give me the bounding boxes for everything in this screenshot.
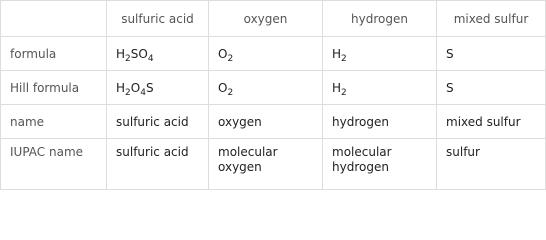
- iupac-name-cell-oxygen: molecular oxygen: [209, 139, 323, 190]
- formula-cell-mixed-sulfur: [437, 37, 546, 71]
- formula-text: S: [145, 80, 154, 95]
- formula-text: H: [332, 80, 342, 95]
- formula-subscript: 2: [227, 53, 234, 64]
- iupac-name-cell-mixed-sulfur: sulfur: [437, 139, 546, 190]
- formula-cell-oxygen: [209, 37, 323, 71]
- formula-text: SO: [130, 46, 148, 61]
- hill-formula-cell-oxygen: [209, 71, 323, 105]
- column-header-sulfuric-acid: sulfuric acid: [107, 1, 209, 37]
- formula-text: O: [130, 80, 141, 95]
- row-label-formula: formula: [1, 37, 107, 71]
- column-header-hydrogen: hydrogen: [323, 1, 437, 37]
- formula-text: S: [446, 46, 454, 61]
- formula-subscript: 2: [227, 87, 234, 98]
- column-header-oxygen: oxygen: [209, 1, 323, 37]
- row-label-hill-formula: Hill formula: [1, 71, 107, 105]
- iupac-name-cell-sulfuric-acid: sulfuric acid: [107, 139, 209, 190]
- iupac-name-cell-hydrogen: molecular hydrogen: [323, 139, 437, 190]
- hill-formula-cell-hydrogen: [323, 71, 437, 105]
- row-label-name: name: [1, 105, 107, 139]
- formula-subscript: 2: [125, 53, 131, 64]
- formula-cell-hydrogen: [323, 37, 437, 71]
- hill-formula-cell-mixed-sulfur: [437, 71, 546, 105]
- name-cell-mixed-sulfur: mixed sulfur: [437, 105, 546, 139]
- row-hill-formula: [1, 71, 546, 105]
- header-corner-cell: [1, 1, 107, 37]
- hill-formula-cell-sulfuric-acid: [107, 71, 209, 105]
- formula-text: O: [218, 80, 228, 95]
- row-formula: [1, 37, 546, 71]
- header-row: [1, 1, 546, 37]
- formula-subscript: 4: [147, 53, 154, 64]
- formula-text: S: [446, 80, 454, 95]
- column-header-mixed-sulfur: mixed sulfur: [437, 1, 546, 37]
- formula-text: H: [116, 46, 126, 61]
- formula-subscript: 4: [140, 87, 146, 98]
- formula-cell-sulfuric-acid: [107, 37, 209, 71]
- row-iupac-name: [1, 139, 546, 190]
- formula-text: H: [116, 80, 126, 95]
- formula-text: H: [332, 46, 342, 61]
- formula-subscript: 2: [125, 87, 131, 98]
- formula-text: O: [218, 46, 228, 61]
- name-cell-sulfuric-acid: sulfuric acid: [107, 105, 209, 139]
- formula-subscript: 2: [341, 87, 347, 98]
- row-label-iupac-name: IUPAC name: [1, 139, 107, 190]
- formula-subscript: 2: [341, 53, 347, 64]
- name-cell-hydrogen: hydrogen: [323, 105, 437, 139]
- row-name: [1, 105, 546, 139]
- name-cell-oxygen: oxygen: [209, 105, 323, 139]
